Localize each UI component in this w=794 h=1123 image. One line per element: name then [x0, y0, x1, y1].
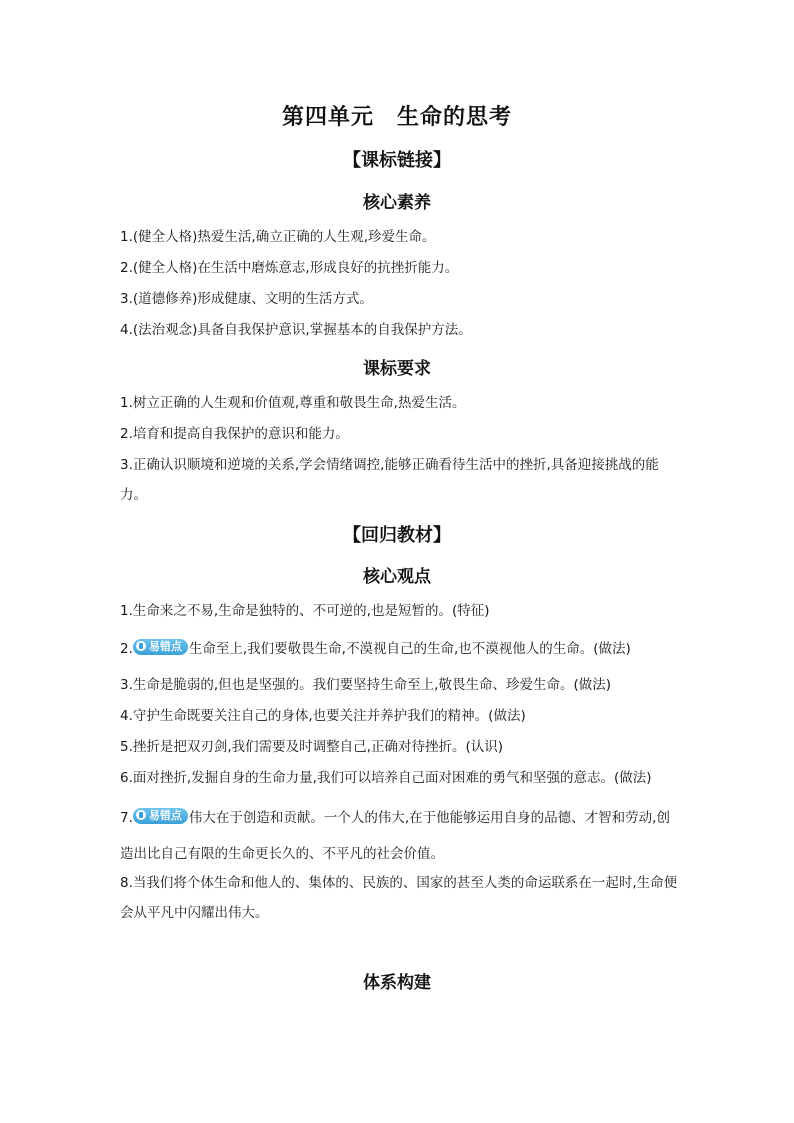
subheading-core-literacy: 核心素养 — [363, 193, 431, 213]
pen-icon — [136, 810, 146, 820]
core-point-item: 1.生命来之不易,生命是独特的、不可逆的,也是短暂的。(特征) — [120, 603, 490, 619]
core-point-item — [120, 634, 680, 664]
core-point-item: 8.当我们将个体生命和他人的、集体的、民族的、国家的甚至人类的命运联系在一起时,生命便会从平凡中闪耀出伟大。 — [120, 875, 678, 921]
core-literacy-item: 4.(法治观念)具备自我保护意识,掌握基本的自我保护方法。 — [120, 322, 472, 338]
core-point-item: 5.挫折是把双刃剑,我们需要及时调整自己,正确对待挫折。(认识) — [120, 739, 503, 755]
unit-title: 第四单元 生命的思考 — [281, 105, 512, 130]
core-literacy-item: 1.(健全人格)热爱生活,确立正确的人生观,珍爱生命。 — [120, 229, 436, 245]
requirement-item: 1.树立正确的人生观和价值观,尊重和敬畏生命,热爱生活。 — [120, 395, 466, 411]
subheading-system-construction: 体系构建 — [363, 973, 431, 993]
core-point-item: 3.生命是脆弱的,但也是坚强的。我们要坚持生命至上,敬畏生命、珍爱生命。(做法) — [120, 677, 611, 693]
section-heading-curriculum-link: 【课标链接】 — [343, 150, 451, 171]
core-point-item: 6.面对挫折,发掘自身的生命力量,我们可以培养自己面对困难的勇气和坚强的意志。(做法) — [120, 770, 652, 786]
core-point-number: 7. — [120, 810, 133, 826]
section-heading-return-to-textbook: 【回归教材】 — [343, 525, 451, 546]
core-literacy-item: 2.(健全人格)在生活中磨炼意志,形成良好的抗挫折能力。 — [120, 260, 459, 276]
core-point-number: 2. — [120, 641, 133, 657]
core-point-item: 4.守护生命既要关注自己的身体,也要关注并养护我们的精神。(做法) — [120, 708, 526, 724]
error-prone-badge-label: 易错点 — [148, 809, 182, 822]
error-prone-badge — [133, 639, 188, 655]
error-prone-badge — [133, 808, 188, 824]
subheading-curriculum-requirements: 课标要求 — [363, 359, 431, 379]
error-prone-badge-label: 易错点 — [148, 640, 182, 653]
requirement-item: 2.培育和提高自我保护的意识和能力。 — [120, 426, 349, 442]
pen-icon — [136, 641, 146, 651]
core-point-text: 生命至上,我们要敬畏生命,不漠视自己的生命,也不漠视他人的生命。(做法) — [188, 641, 631, 657]
core-point-item — [120, 800, 680, 872]
core-literacy-item: 3.(道德修养)形成健康、文明的生活方式。 — [120, 291, 373, 307]
requirement-item: 3.正确认识顺境和逆境的关系,学会情绪调控,能够正确看待生活中的挫折,具备迎接挑战的能力。 — [120, 457, 659, 503]
subheading-core-points: 核心观点 — [363, 567, 431, 587]
core-point-text: 伟大在于创造和贡献。一个人的伟大,在于他能够运用自身的品德、才智和劳动,创造出比自己有限的生命更长久的、不平凡的社会价值。 — [120, 810, 670, 862]
